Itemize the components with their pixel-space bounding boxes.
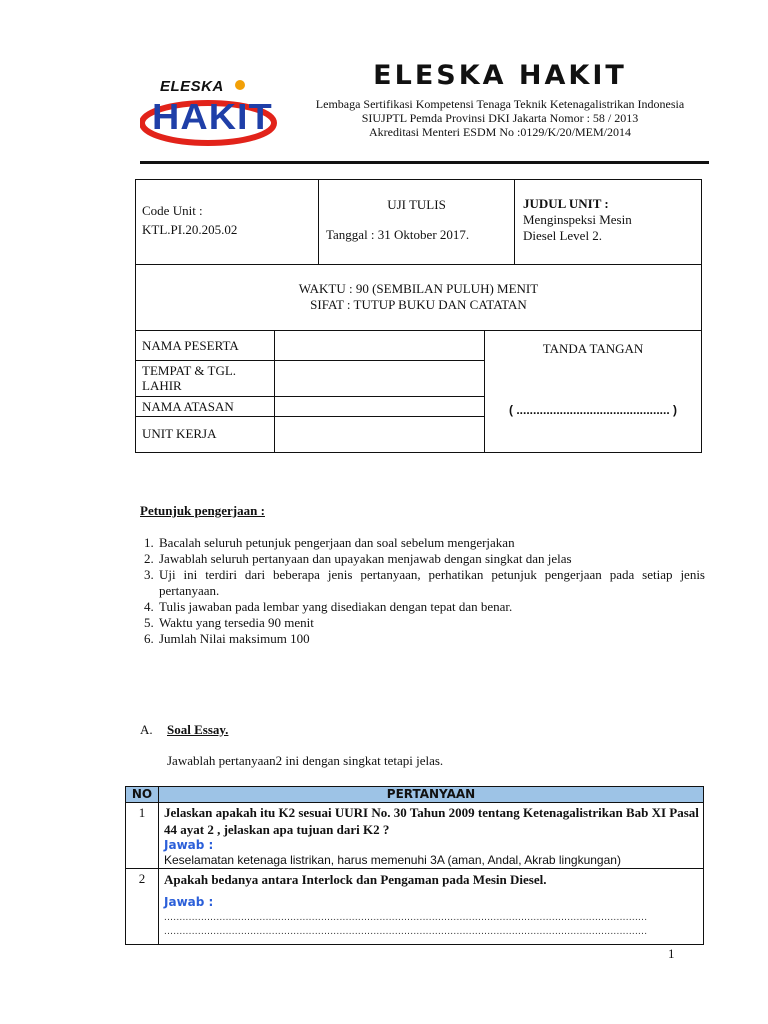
question-cell xyxy=(159,869,704,945)
table-row xyxy=(126,869,704,945)
unit-title-line1: Menginspeksi Mesin xyxy=(523,212,632,227)
signature-line[interactable]: ( .............................................. ) xyxy=(508,403,678,417)
instructions-title: Petunjuk pengerjaan : xyxy=(140,503,265,518)
col-no-header: NO xyxy=(126,787,159,803)
label-work-unit: UNIT KERJA xyxy=(136,417,275,453)
instruction-item: 2. Jawablah seluruh pertanyaan dan upayakan menjawab dengan singkat dan jelas xyxy=(157,551,705,567)
code-unit-label: Code Unit : xyxy=(142,203,203,218)
header-line-license: SIUJPTL Pemda Provinsi DKI Jakarta Nomor : 58 / 2013 xyxy=(361,111,639,125)
exam-type: UJI TULIS xyxy=(387,197,446,212)
page-number: 1 xyxy=(668,946,675,961)
code-unit-cell xyxy=(136,180,319,265)
section-letter: A. xyxy=(140,722,153,737)
instruction-item: 1. Bacalah seluruh petunjuk pengerjaan dan soal sebelum mengerjakan xyxy=(157,535,705,551)
unit-title-label: JUDUL UNIT : xyxy=(523,196,609,211)
answer-line[interactable]: ............................................................................................................................................................. xyxy=(164,926,648,937)
questions-table xyxy=(125,786,704,945)
signature-cell xyxy=(485,331,702,453)
section-intro: Jawablah pertanyaan2 ini dengan singkat tetapi jelas. xyxy=(167,753,444,768)
answer-label: Jawab : xyxy=(164,838,214,852)
question-number: 1 xyxy=(126,803,159,869)
answer-line[interactable]: ............................................................................................................................................................. xyxy=(164,912,648,923)
exam-date: Tanggal : 31 Oktober 2017. xyxy=(326,227,470,242)
instruction-item: 6. Jumlah Nilai maksimum 100 xyxy=(157,631,705,647)
col-question-header: PERTANYAAN xyxy=(159,787,704,803)
exam-info-table xyxy=(135,179,702,331)
question-text: Jelaskan apakah itu K2 sesuai UURI No. 30 Tahun 2009 tentang Ketenagalistrikan Bab XI Pasal 44 ayat 2 , jelaskan apa tujuan dari K2 ? xyxy=(164,805,699,837)
instruction-item: 4. Tulis jawaban pada lembar yang disediakan dengan tepat dan benar. xyxy=(157,599,705,615)
instruction-item: 3. Uji ini terdiri dari beberapa jenis pertanyaan, perhatikan petunjuk pengerjaan pada setiap jenis pertanyaan. xyxy=(157,567,705,599)
logo-text-top: ELESKA xyxy=(160,78,224,95)
header-line-institution: Lembaga Sertifikasi Kompetensi Tenaga Teknik Ketenagalistrikan Indonesia xyxy=(315,97,685,111)
unit-title-cell xyxy=(515,180,702,265)
logo-dot-icon xyxy=(235,80,245,90)
label-participant-name: NAMA PESERTA xyxy=(136,331,275,361)
exam-rules-cell xyxy=(136,265,702,331)
birth-field[interactable] xyxy=(275,361,485,397)
answer-label: Jawab : xyxy=(164,895,214,909)
unit-title-line2: Diesel Level 2. xyxy=(523,228,603,243)
exam-type-cell xyxy=(319,180,515,265)
question-cell xyxy=(159,803,704,869)
label-superior: NAMA ATASAN xyxy=(136,397,275,417)
superior-field[interactable] xyxy=(275,397,485,417)
exam-nature: SIFAT : TUTUP BUKU DAN CATATAN xyxy=(310,297,527,312)
question-number: 2 xyxy=(126,869,159,945)
exam-time: WAKTU : 90 (SEMBILAN PULUH) MENIT xyxy=(298,281,539,296)
signature-label: TANDA TANGAN xyxy=(542,341,644,356)
instruction-item: 5. Waktu yang tersedia 90 menit xyxy=(157,615,705,631)
work-unit-field[interactable] xyxy=(275,417,485,453)
header-divider xyxy=(140,161,709,164)
participant-table xyxy=(135,330,702,453)
section-title: Soal Essay. xyxy=(167,722,229,737)
answer-text[interactable]: Keselamatan ketenaga listrikan, harus memenuhi 3A (aman, Andal, Akrab lingkungan) xyxy=(164,853,621,867)
questions-header-row xyxy=(126,787,704,803)
question-text: Apakah bedanya antara Interlock dan Pengaman pada Mesin Diesel. xyxy=(164,872,547,887)
logo-text-main: HAKIT xyxy=(152,96,273,137)
brand-title: ELESKA HAKIT xyxy=(373,60,627,91)
instructions-list xyxy=(140,535,705,647)
table-row xyxy=(126,803,704,869)
header-line-accreditation: Akreditasi Menteri ESDM No :0129/K/20/MEM/2014 xyxy=(369,125,631,139)
participant-name-field[interactable] xyxy=(275,331,485,361)
label-birth: TEMPAT & TGL. LAHIR xyxy=(136,361,275,397)
code-unit-value: KTL.PI.20.205.02 xyxy=(142,222,238,237)
